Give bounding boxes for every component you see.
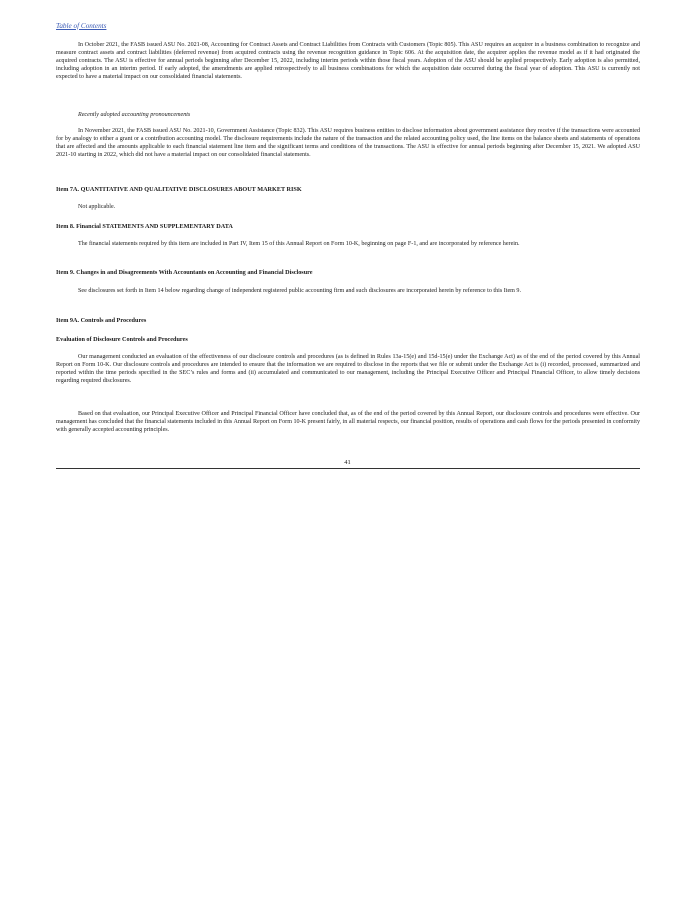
item-8-body-block (56, 240, 640, 248)
footer-divider (56, 468, 640, 469)
item-8-heading-block (56, 223, 640, 231)
asu-2021-08-paragraph (56, 41, 640, 81)
paragraph-text: Based on that evaluation, our Principal Executive Officer and Principal Financial Officer have concluded that, as of the end of the period covered by this Annual Report, our disclosure controls and procedures were effective. Our management has concluded that the financial statements included in this Annual Report on Form 10-K present fairly, in all material respects, our financial position, results of operations and cash flows for the periods presented in conformity with generally accepted accounting principles. (56, 411, 640, 434)
item-9-body: See disclosures set forth in Item 14 below regarding change of independent registered public accounting firm and such disclosures are incorporated herein by reference to this Item 9. (78, 288, 521, 294)
table-of-contents-link[interactable]: Table of Contents (56, 22, 107, 30)
conclusion-paragraph (56, 410, 640, 434)
item-9-heading: Item 9. Changes in and Disagreements With Accountants on Accounting and Financial Disclosure (56, 269, 313, 276)
paragraph-text: In October 2021, the FASB issued ASU No. 2021-08, Accounting for Contract Assets and Contract Liabilities from Contracts with Customers (Topic 805). This ASU requires an acquirer in a business combination to recognize and measure contract assets and contract liabilities (deferred revenue) from acquired contracts using the revenue recognition guidance in Topic 606. At the acquisition date, the acquirer applies the revenue model as if it had originated the acquired contracts. The ASU is effective for annual periods beginning after December 15, 2022, including interim periods within those fiscal years. Adoption of the ASU should be applied prospectively. Early adoption is also permitted, including adoption in an interim period. If early adopted, the amendments are applied retrospectively to all business combinations for which the acquisition date occurred during the fiscal year of adoption. This ASU is currently not expected to have a material impact on our consolidated financial statements. (56, 42, 640, 81)
asu-2021-10-paragraph (56, 127, 640, 159)
item-7a-heading: Item 7A. QUANTITATIVE AND QUALITATIVE DISCLOSURES ABOUT MARKET RISK (56, 186, 302, 193)
page-number: 41 (344, 459, 351, 466)
item-7a-body: Not applicable. (78, 204, 116, 210)
item-8-heading: Item 8. Financial STATEMENTS AND SUPPLEMENTARY DATA (56, 223, 233, 230)
item-8-body: The financial statements required by this item are included in Part IV, Item 15 of this Annual Report on Form 10-K, beginning on page F-1, and are incorporated by reference herein. (78, 241, 520, 247)
item-7a-heading-block (56, 186, 640, 194)
item-7a-body-block (56, 203, 640, 211)
recently-adopted-heading: Recently adopted accounting pronouncements (78, 112, 191, 118)
evaluation-heading: Evaluation of Disclosure Controls and Procedures (56, 336, 188, 343)
item-9a-heading: Item 9A. Controls and Procedures (56, 317, 147, 324)
item-9-heading-block (56, 269, 640, 277)
recently-adopted-heading-block (56, 111, 640, 119)
item-9a-heading-block (56, 317, 640, 325)
evaluation-heading-block (56, 336, 640, 344)
paragraph-text: In November 2021, the FASB issued ASU No. 2021-10, Government Assistance (Topic 832). This ASU requires business entities to disclose information about government assistance they receive if the transactions were accounted for by analogy to either a grant or a contribution accounting model. The disclosure requirements include the nature of the transaction and the related accounting policy used, the line items on the balance sheets and statements of operations that are affected and the amounts applicable to each financial statement line item and the significant terms and conditions of the transactions. The ASU is effective for annual periods beginning after December 15, 2021. We adopted ASU 2021-10 starting in 2022, which did not have a material impact on our consolidated financial statements. (56, 128, 640, 159)
evaluation-paragraph (56, 353, 640, 385)
item-9-body-block (56, 287, 640, 295)
paragraph-text: Our management conducted an evaluation of the effectiveness of our disclosure controls and procedures (as is defined in Rules 13a-15(e) and 15d-15(e) under the Exchange Act) as of the end of the period covered by this Annual Report on Form 10-K. Our disclosure controls and procedures are intended to ensure that the information we are required to disclose in the reports that we file or submit under the Exchange Act is (i) recorded, processed, summarized and reported within the time periods specified in the SEC’s rules and forms and (ii) accumulated and communicated to our management, including the Principal Executive Officer and Principal Financial Officer, to allow timely decisions regarding required disclosures. (56, 354, 640, 385)
